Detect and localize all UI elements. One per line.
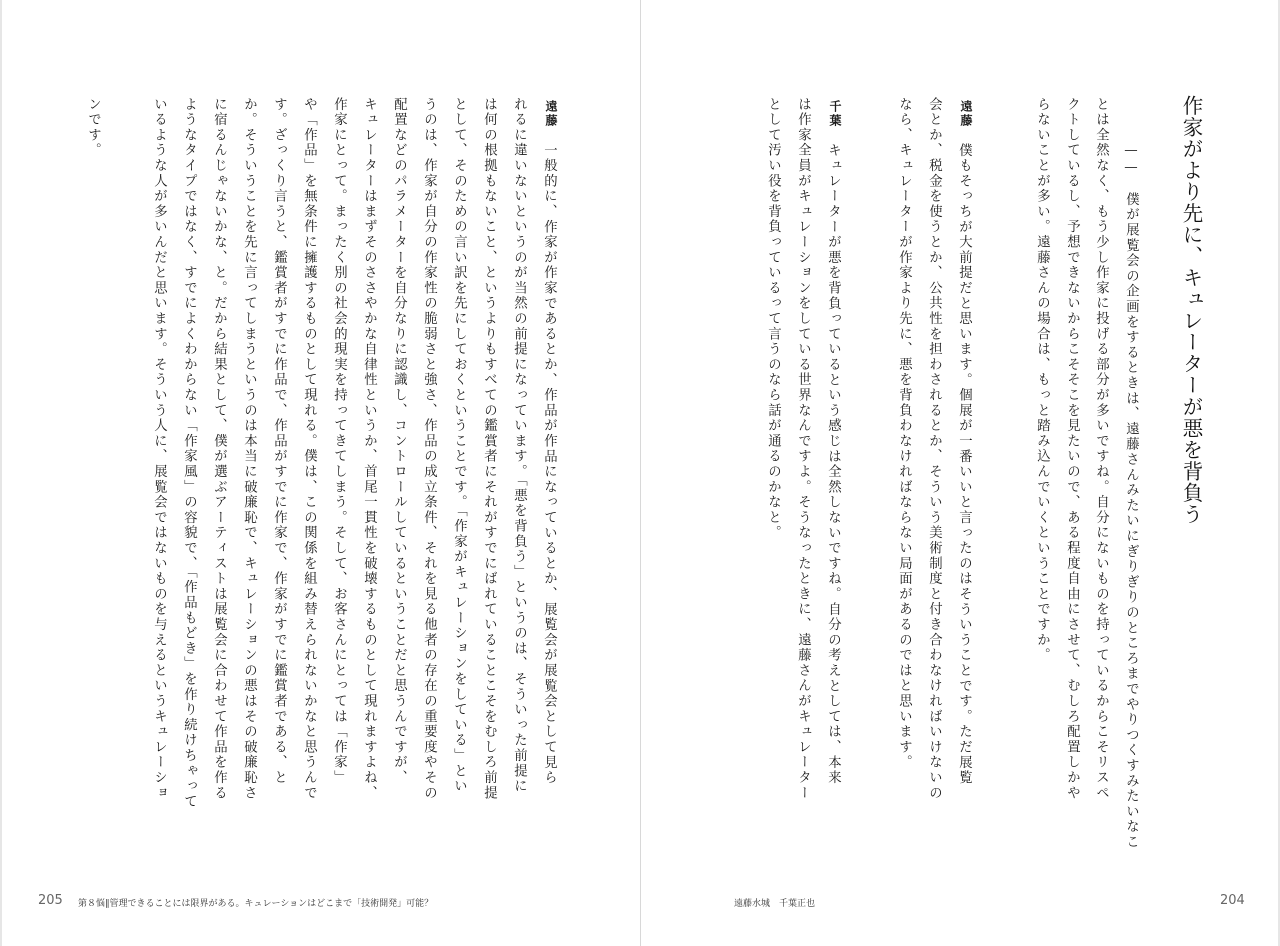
text-line: ンです。	[85, 97, 101, 159]
text-line: いるような人が多いんだと思います。そういう人に、展覧会ではないものを与えるというキュレーショ	[151, 97, 167, 801]
text-line: として、そのための言い訳を先にしておくということです。「作家がキュレーションをしている」とい	[451, 97, 467, 795]
text-line: らないことが多い。遠藤さんの場合は、もっと踏み込んでいくということですか。	[1034, 97, 1050, 664]
running-head-left: 第８悩∥管理できることには限界がある。キュレーションはどこまで「技術開発」可能？	[78, 899, 434, 909]
left-page-edge	[0, 0, 2, 946]
text-line: か。そういうことを先に言ってしまうというのは本当に破廉恥で、キュレーションの悪はその破廉恥さ	[241, 97, 257, 801]
speaker-label: 遠藤	[544, 100, 558, 128]
speaker-label: 遠藤	[959, 100, 973, 128]
page-gutter	[640, 0, 641, 946]
running-head-right: 遠藤水城 千葉正也	[734, 899, 816, 909]
text-line: に宿るんじゃないかな、と。だから結果として、僕が選ぶアーティストは展覧会に合わせて作品を作る	[211, 97, 227, 801]
text-line: れるに違いないというのが当然の前提になっています。「悪を背負う」というのは、そういった前提に	[511, 97, 527, 795]
speaker-label: 千葉	[828, 100, 842, 128]
text-line: として汚い役を背負っているって言うのなら話が通るのかなと。	[765, 97, 781, 541]
page-number-right: 204	[1220, 893, 1245, 908]
text-line: キュレーターが悪を背負っているという感じは全然しないですね。自分の考えとしては、本来	[825, 143, 841, 786]
text-line: うのは、作家が自分の作家性の脆弱さと強さ、作品の成立条件、それを見る他者の存在の重要度やその	[421, 97, 437, 801]
text-line: とは全然なく、もう少し作家に投げる部分が多いですね。自分にないものを持っているからこそリスペ	[1093, 97, 1109, 801]
text-line: や「作品」を無条件に擁護するものとして現れる。僕は、この関係を組み替えられないかなと思うんで	[301, 97, 317, 801]
text-line: 一般的に、作家が作家であるとか、作品が作品になっているとか、展覧会が展覧会として見ら	[541, 143, 557, 786]
text-line: ようなタイプではなく、すでによくわからない「作家風」の容貌で、「作品もどき」を作り続けちゃって	[181, 97, 197, 810]
text-line: クトしているし、予想できないからこそそこを見たいので、ある程度自由にさせて、むしろ配置しかや	[1064, 97, 1080, 801]
text-line: す。ざっくり言うと、鑑賞者がすでに作品で、作品がすでに作家で、作家がすでに鑑賞者である、と	[271, 97, 287, 786]
text-line: は何の根拠もないこと、というよりもすべての鑑賞者にそれがすでにばれていることこそをむしろ前提	[481, 97, 497, 801]
section-heading: 作家がより先に、キュレーターが悪を背負う	[1179, 95, 1203, 525]
text-line: なら、キュレーターが作家より先に、悪を背負わなければならない局面があるのではと思います。	[896, 97, 912, 771]
text-line: 会とか、税金を使うとか、公共性を担わされるとか、そういう美術制度と付き合わなければいけないの	[926, 97, 942, 801]
page-number-left: 205	[38, 893, 63, 908]
text-line: —— 僕が展覧会の企画をするときは、遠藤さんみたいにぎりぎりのところまでやりつくすみたいなこ	[1123, 143, 1139, 850]
text-line: 配置などのパラメーターを自分なりに認識し、コントロールしているということだと思うんですが、	[391, 97, 407, 786]
text-line: キュレーターはまずそのささやかな自律性というか、首尾一貫性を破壊するものとして現れますよね、	[361, 97, 377, 801]
text-line: 僕もそっちが大前提だと思います。個展が一番いいと言ったのはそういうことです。ただ展覧	[956, 143, 972, 786]
text-line: は作家全員がキュレーションをしている世界なんですよ。そうなったときに、遠藤さんがキュレーター	[795, 97, 811, 801]
text-line: 作家にとって。まったく別の社会的現実を持ってきてしまう。そして、お客さんにとっては「作家」	[331, 97, 347, 786]
